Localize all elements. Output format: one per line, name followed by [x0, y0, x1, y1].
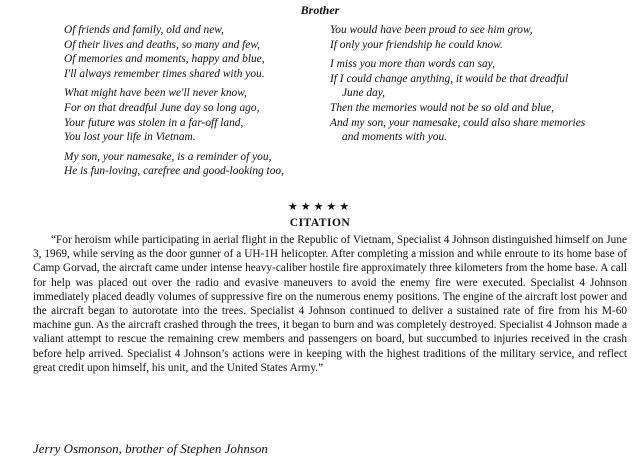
poem-line: I miss you more than words can say, [330, 58, 495, 71]
poem-line: For on that dreadful June day so long ago, [64, 101, 260, 114]
poem-right-column [330, 23, 630, 150]
poem-line: Then the memories would not be so old and blue, [330, 101, 554, 114]
poem-line: I'll always remember times shared with you. [64, 67, 265, 80]
poem-line: Of memories and moments, happy and blue, [64, 53, 265, 66]
poem-line: You lost your life in Vietnam. [64, 131, 196, 144]
signature: Jerry Osmonson, brother of Stephen Johnson [33, 441, 268, 456]
citation-heading: CITATION [289, 217, 351, 229]
poem-line: What might have been we'll never know, [64, 87, 247, 100]
poem-line: Of their lives and deaths, so many and few, [64, 38, 260, 51]
poem-title: Brother [300, 3, 340, 17]
star-divider-icon: ★★★★★ [287, 201, 353, 213]
poem-line: You would have been proud to see him grow, [330, 24, 533, 36]
poem-line: and moments with you. [342, 131, 448, 144]
poem-line: If I could change anything, it would be that dreadful [330, 72, 569, 85]
poem-stanza [64, 86, 326, 144]
poem-line: He is fun-loving, carefree and good-looking too, [64, 165, 284, 178]
poem-line: Your future was stolen in a far-off land, [64, 116, 244, 129]
poem-stanza [64, 23, 326, 81]
poem-stanza [330, 23, 630, 52]
poem-line: Of friends and family, old and new, [64, 24, 224, 36]
citation-text: “For heroism while participating in aerial flight in the Republic of Vietnam, Specialist 4 Johnson distinguished himself on June 3, 1969, while serving as the door gunner of a UH-1H helicopter. After completing a mission and while enroute to its home base of Camp Gorvad, the aircraft came under intense heavy-caliber hostile fire approximately three kilometers from the home base. A call for help was placed out over the radio and evasive maneuvers to avoid the enemy fire were executed. Specialist 4 Johnson immediately placed deadly volumes of suppressive fire on the numerous enemy positions. The engine of the aircraft lost power and the aircraft began to autorotate into the trees. Specialist 4 Johnson continued to deliver a sustained rate of fire from his M-60 machine gun. As the aircraft crashed through the trees, it began to burn and was completely destroyed. Specialist 4 Johnson made a valiant attempt to rescue the remaining crew members and passengers on board, but succumbed to injuries received in the crash before help arrived. Specialist 4 Johnson’s actions were in keeping with the highest traditions of the military service, and reflect great credit upon himself, his unit, and the United States Army.” [33, 234, 627, 374]
poem-line: If only your friendship he could know. [330, 38, 503, 51]
poem-line: And my son, your namesake, could also share memories [330, 116, 586, 129]
poem-left-column [64, 23, 326, 184]
poem-line: June day, [342, 87, 386, 100]
poem-line: My son, your namesake, is a reminder of you, [64, 150, 272, 163]
poem-stanza [330, 57, 630, 145]
poem-stanza [64, 150, 326, 179]
